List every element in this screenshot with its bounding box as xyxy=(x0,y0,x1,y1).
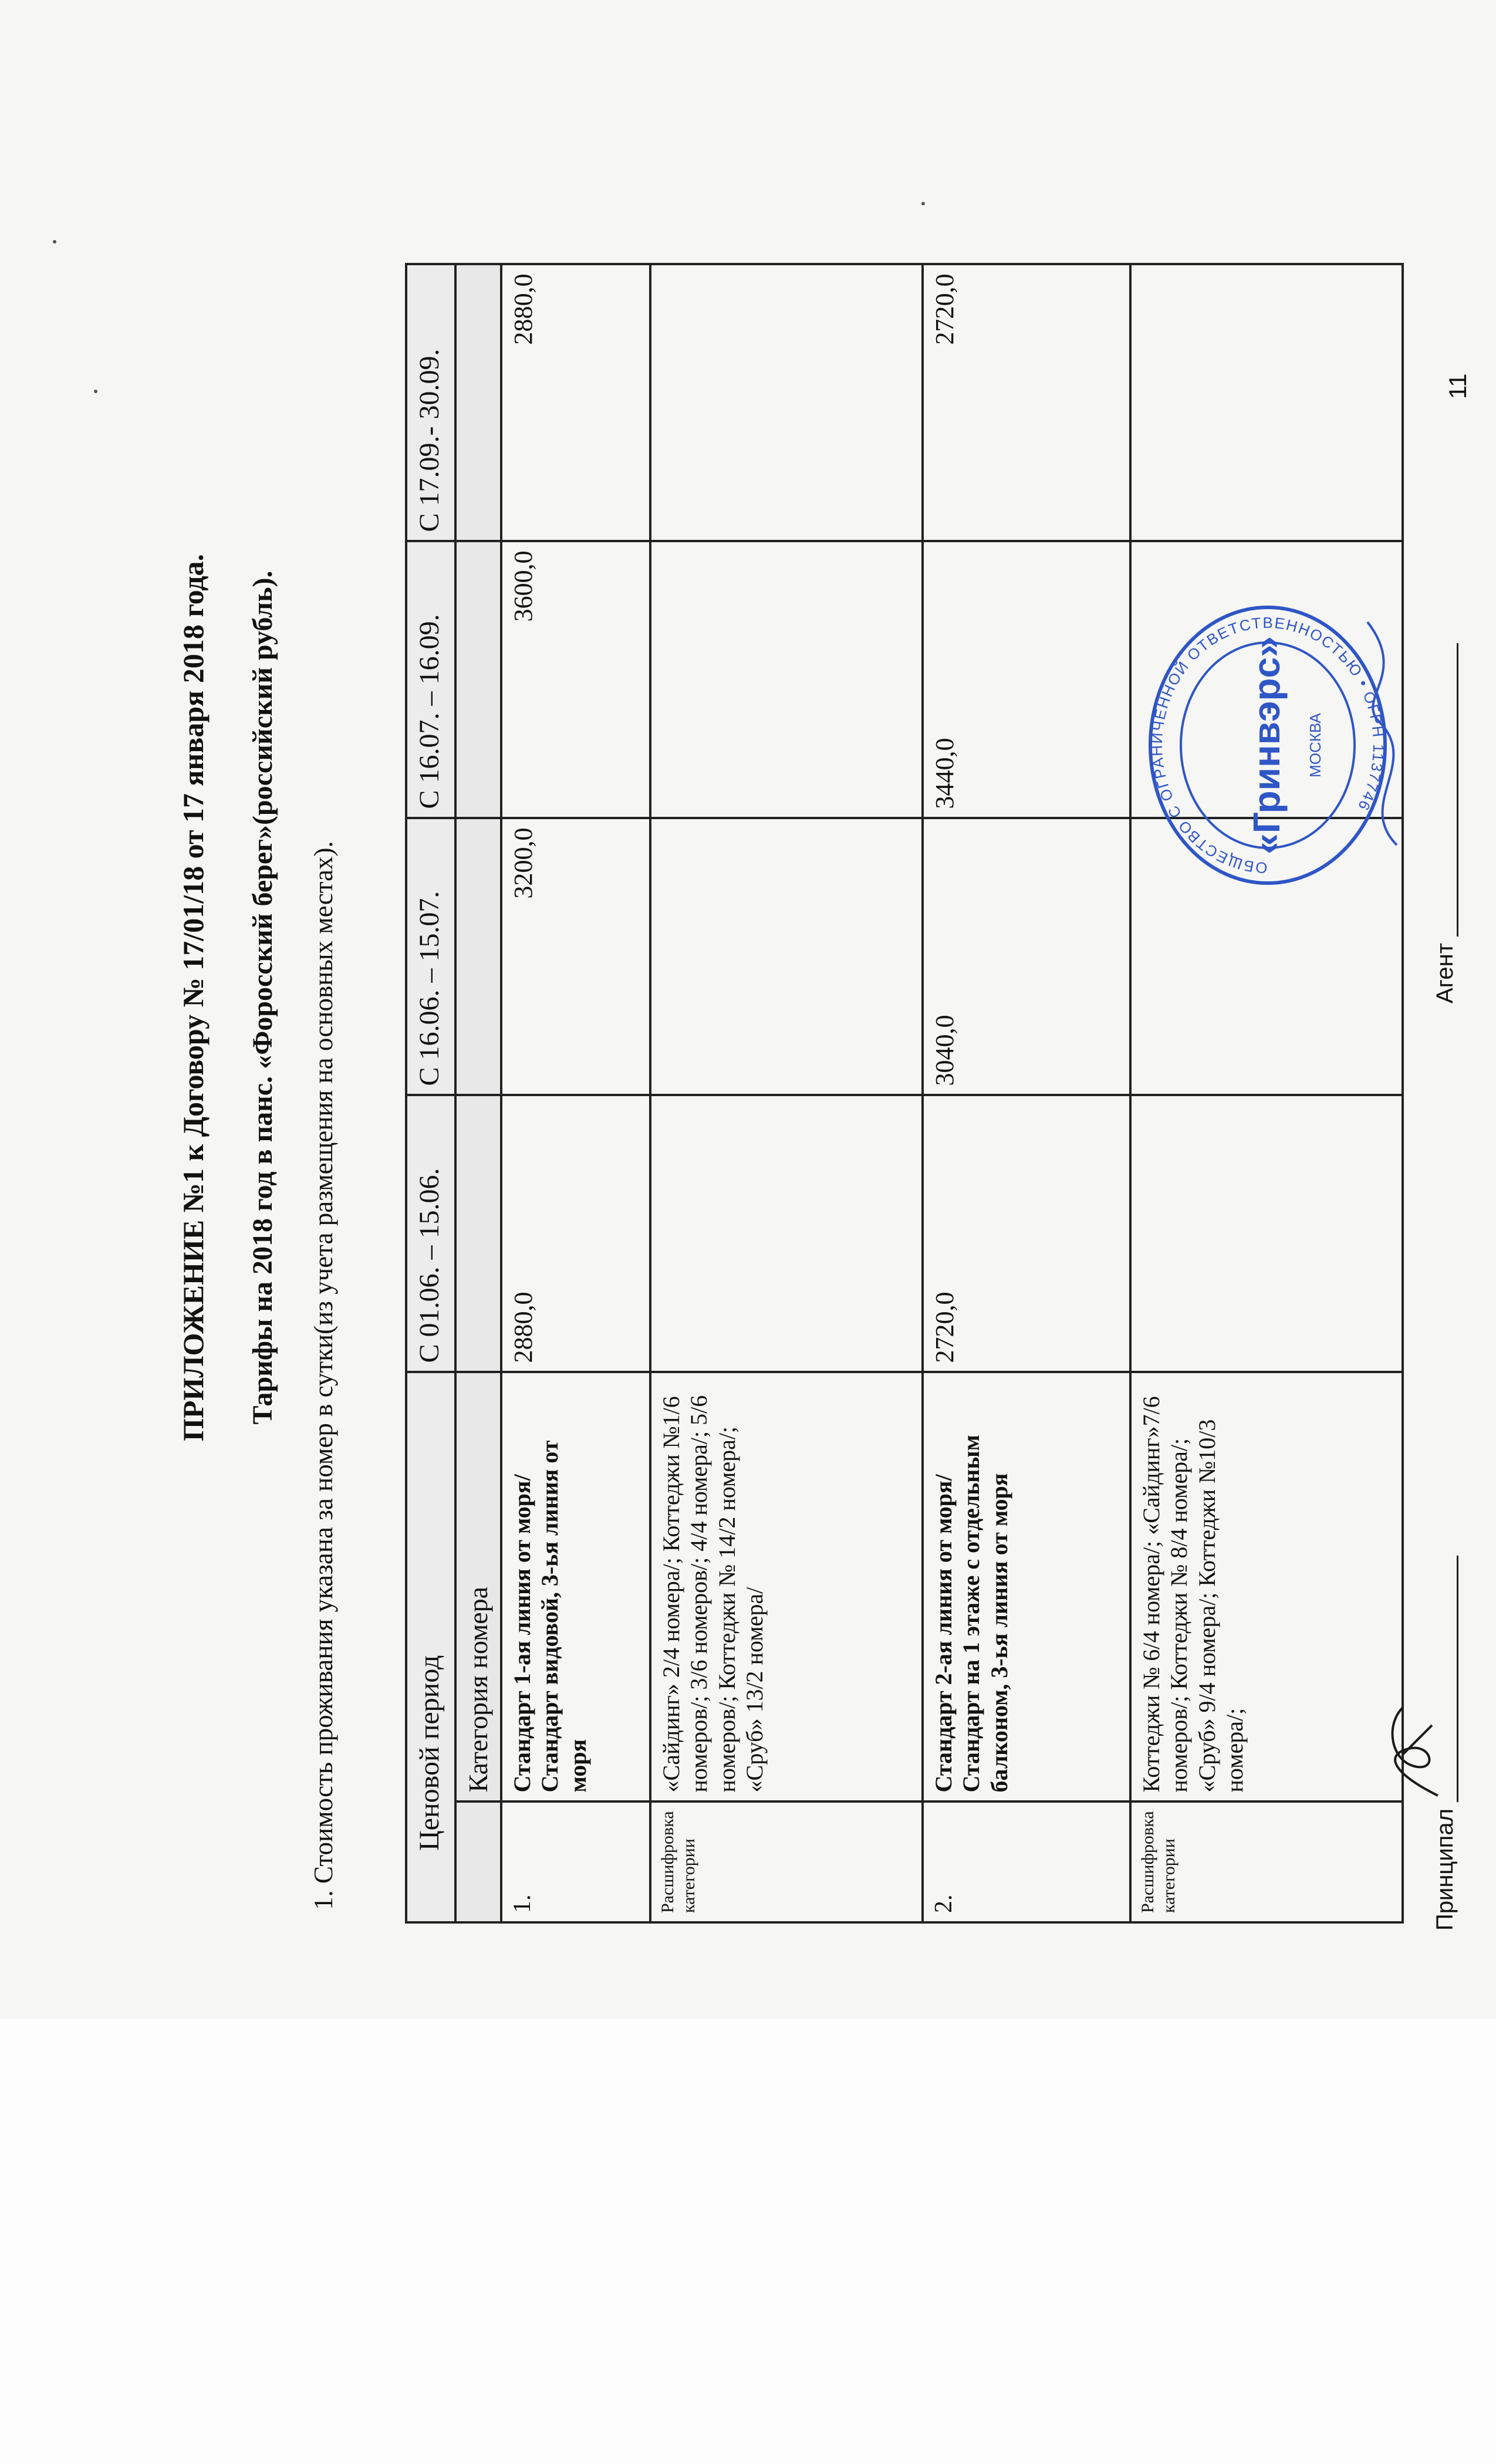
stamp-city: МОСКВА xyxy=(1306,713,1324,778)
row-number: 1. xyxy=(501,1801,650,1922)
table-row xyxy=(923,264,1130,1922)
scan-speck xyxy=(921,202,925,205)
agent-label: Агент xyxy=(1432,942,1458,1003)
principal-signature xyxy=(1367,1690,1456,1807)
room-category: Стандарт 1-ая линия от моря/ Стандарт видовой, 3-ья линия от моря xyxy=(501,1372,650,1801)
price-cell: 3600,0 xyxy=(501,541,650,818)
pricing-note: 1. Стоимость проживания указана за номер в сутки(из учета размещения на основных местах). xyxy=(309,841,338,1910)
category-decode: Коттеджи № 6/4 номера/; «Сайдинг»7/6 номеров/; Коттеджи № 8/4 номера/; «Сруб» 9/4 номера/; Коттеджи №10/3 номера/; xyxy=(1130,1372,1403,1801)
decode-label: Расшифровка категории xyxy=(650,1801,923,1922)
period-header-cell: С 16.06. – 15.07. xyxy=(406,818,455,1095)
period-header: Ценовой период xyxy=(406,1372,455,1922)
table-row xyxy=(501,264,650,1922)
room-category: Стандарт 2-ая линия от моря/ Стандарт на 1 этаже с отдельным балконом, 3-ья линия от моря xyxy=(923,1372,1130,1801)
document-subtitle: Тарифы на 2018 год в панс. «Форосский берег»(российский рубль). xyxy=(247,570,278,1425)
category-decode: «Сайдинг» 2/4 номера/; Коттеджи №1/6 номеров/; 3/6 номеров/; 4/4 номера/; 5/6 номеров/; Коттеджи № 14/2 номера/; «Сруб» 13/2 номера/ xyxy=(650,1372,923,1801)
principal-signature-line xyxy=(1457,1556,1458,1802)
price-cell: 2880,0 xyxy=(501,1095,650,1372)
price-cell: 2880,0 xyxy=(501,264,650,541)
page-number: 11 xyxy=(1444,373,1471,399)
table-row xyxy=(650,264,923,1922)
document-title: ПРИЛОЖЕНИЕ №1 к Договору № 17/01/18 от 17 января 2018 года. xyxy=(177,553,210,1442)
table-row xyxy=(1130,264,1403,1922)
price-cell: 2720,0 xyxy=(923,264,1130,541)
table-header-row xyxy=(406,264,455,1922)
price-cell: 2720,0 xyxy=(923,1095,1130,1372)
price-cell: 3440,0 xyxy=(923,541,1130,818)
price-cell: 3040,0 xyxy=(923,818,1130,1095)
decode-label: Расшифровка категории xyxy=(1130,1801,1403,1922)
row-number: 2. xyxy=(923,1801,1130,1922)
blank-scan-area xyxy=(0,2019,1496,2464)
stamp-center-text: «Гринвэрс» xyxy=(1245,636,1288,854)
scan-speck xyxy=(53,240,56,244)
stamp-ring-text: ОБЩЕСТВО С ОГРАНИЧЕННОЙ ОТВЕТСТВЕННОСТЬЮ • ОГРН 1137746 xyxy=(1147,613,1388,877)
period-header-cell: С 01.06. – 15.06. xyxy=(406,1095,455,1372)
tariff-table xyxy=(405,263,1404,1924)
principal-label: Принципал xyxy=(1432,1809,1458,1931)
table-subheader-row xyxy=(455,264,501,1922)
agent-signature xyxy=(1344,616,1426,851)
agent-signature-block xyxy=(1432,643,1458,1003)
period-header-cell: С 17.09.- 30.09. xyxy=(406,264,455,541)
scan-speck xyxy=(94,390,97,393)
category-header: Категория номера xyxy=(455,1372,501,1801)
agent-signature-line xyxy=(1457,643,1458,937)
price-cell: 3200,0 xyxy=(501,818,650,1095)
period-header-cell: С 16.07. – 16.09. xyxy=(406,541,455,818)
